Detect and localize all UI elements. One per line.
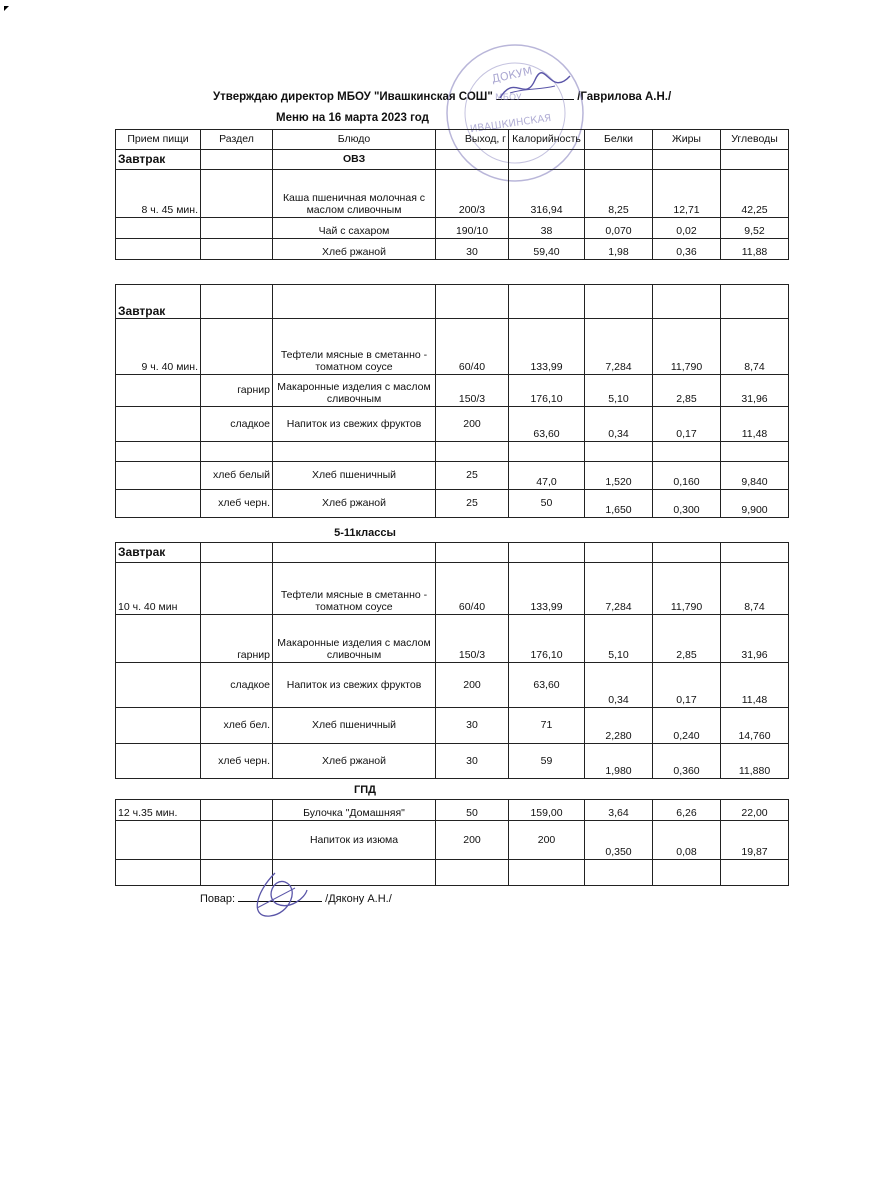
meal-label: Завтрак: [116, 285, 201, 319]
meal-label: Завтрак: [116, 150, 201, 170]
approval-suffix: /Гаврилова А.Н./: [577, 91, 672, 103]
table-row: 12 ч.35 мин. Булочка "Домашняя" 50 159,00 3,64 6,26 22,00: [116, 800, 789, 821]
menu-title: Меню на 16 марта 2023 год: [276, 112, 429, 124]
section-5-11-label: 5-11классы: [334, 527, 396, 539]
table-row: [116, 860, 789, 886]
cook-label: Повар:: [200, 893, 236, 905]
section-gpd-label: ГПД: [354, 784, 376, 796]
column-header-row: [116, 130, 789, 150]
table-row: Хлеб ржаной 30 59,40 1,98 0,36 11,88: [116, 239, 789, 260]
table-breakfast-5-11: [115, 542, 789, 779]
cook-signature-icon: [245, 868, 315, 926]
table-ovz: [115, 129, 789, 260]
table-row: 8 ч. 45 мин. Каша пшеничная молочная с маслом сливочным 200/3 316,94 8,25 12,71 42,25: [116, 170, 789, 218]
section-caption: ОВЗ: [273, 150, 436, 170]
col-meal: Прием пищи: [116, 130, 201, 150]
table-row: сладкое Напиток из свежих фруктов 200 63,60 0,34 0,17 11,48: [116, 663, 789, 708]
scan-corner-mark: [4, 6, 9, 11]
cook-name: /Дякону А.Н./: [325, 893, 392, 905]
col-protein: Белки: [585, 130, 653, 150]
table-row: сладкое Напиток из свежих фруктов 200 63,60 0,34 0,17 11,48: [116, 407, 789, 442]
table-row: 9 ч. 40 мин. Тефтели мясные в сметанно - томатном соусе 60/40 133,99 7,284 11,790 8,74: [116, 319, 789, 375]
svg-text:ИВАШКИНСКАЯ: ИВАШКИНСКАЯ: [469, 112, 552, 136]
col-dish: Блюдо: [273, 130, 436, 150]
meal-row: [116, 285, 789, 319]
table-row: [116, 442, 789, 462]
col-fat: Жиры: [653, 130, 721, 150]
col-carbs: Углеводы: [721, 130, 789, 150]
table-row: 10 ч. 40 мин Тефтели мясные в сметанно - томатном соусе 60/40 133,99 7,284 11,790 8,74: [116, 563, 789, 615]
approval-prefix: Утверждаю директор МБОУ "Ивашкинская СОШ": [213, 91, 493, 103]
director-signature-icon: [495, 68, 575, 108]
table-row: хлеб белый Хлеб пшеничный 25 47,0 1,520 0,160 9,840: [116, 462, 789, 490]
col-yield: Выход, г: [436, 130, 509, 150]
table-gpd: [115, 799, 789, 886]
svg-text:МБОУ: МБОУ: [495, 93, 522, 103]
table-row: гарнир Макаронные изделия с маслом сливочным 150/3 176,10 5,10 2,85 31,96: [116, 615, 789, 663]
meal-row: [116, 543, 789, 563]
col-section: Раздел: [201, 130, 273, 150]
table-row: Напиток из изюма 200 200 0,350 0,08 19,87: [116, 821, 789, 860]
table-row: хлеб черн. Хлеб ржаной 25 50 1,650 0,300 9,900: [116, 490, 789, 518]
table-row: хлеб бел. Хлеб пшеничный 30 71 2,280 0,240 14,760: [116, 708, 789, 744]
col-kcal: Калорийность: [509, 130, 585, 150]
table-row: гарнир Макаронные изделия с маслом сливочным 150/3 176,10 5,10 2,85 31,96: [116, 375, 789, 407]
table-row: хлеб черн. Хлеб ржаной 30 59 1,980 0,360 11,880: [116, 744, 789, 779]
table-breakfast-1-4: [115, 284, 789, 518]
meal-row: [116, 150, 789, 170]
table-row: Чай с сахаром 190/10 38 0,070 0,02 9,52: [116, 218, 789, 239]
svg-text:ДОКУМ: ДОКУМ: [490, 64, 534, 86]
meal-label: Завтрак: [116, 543, 201, 563]
